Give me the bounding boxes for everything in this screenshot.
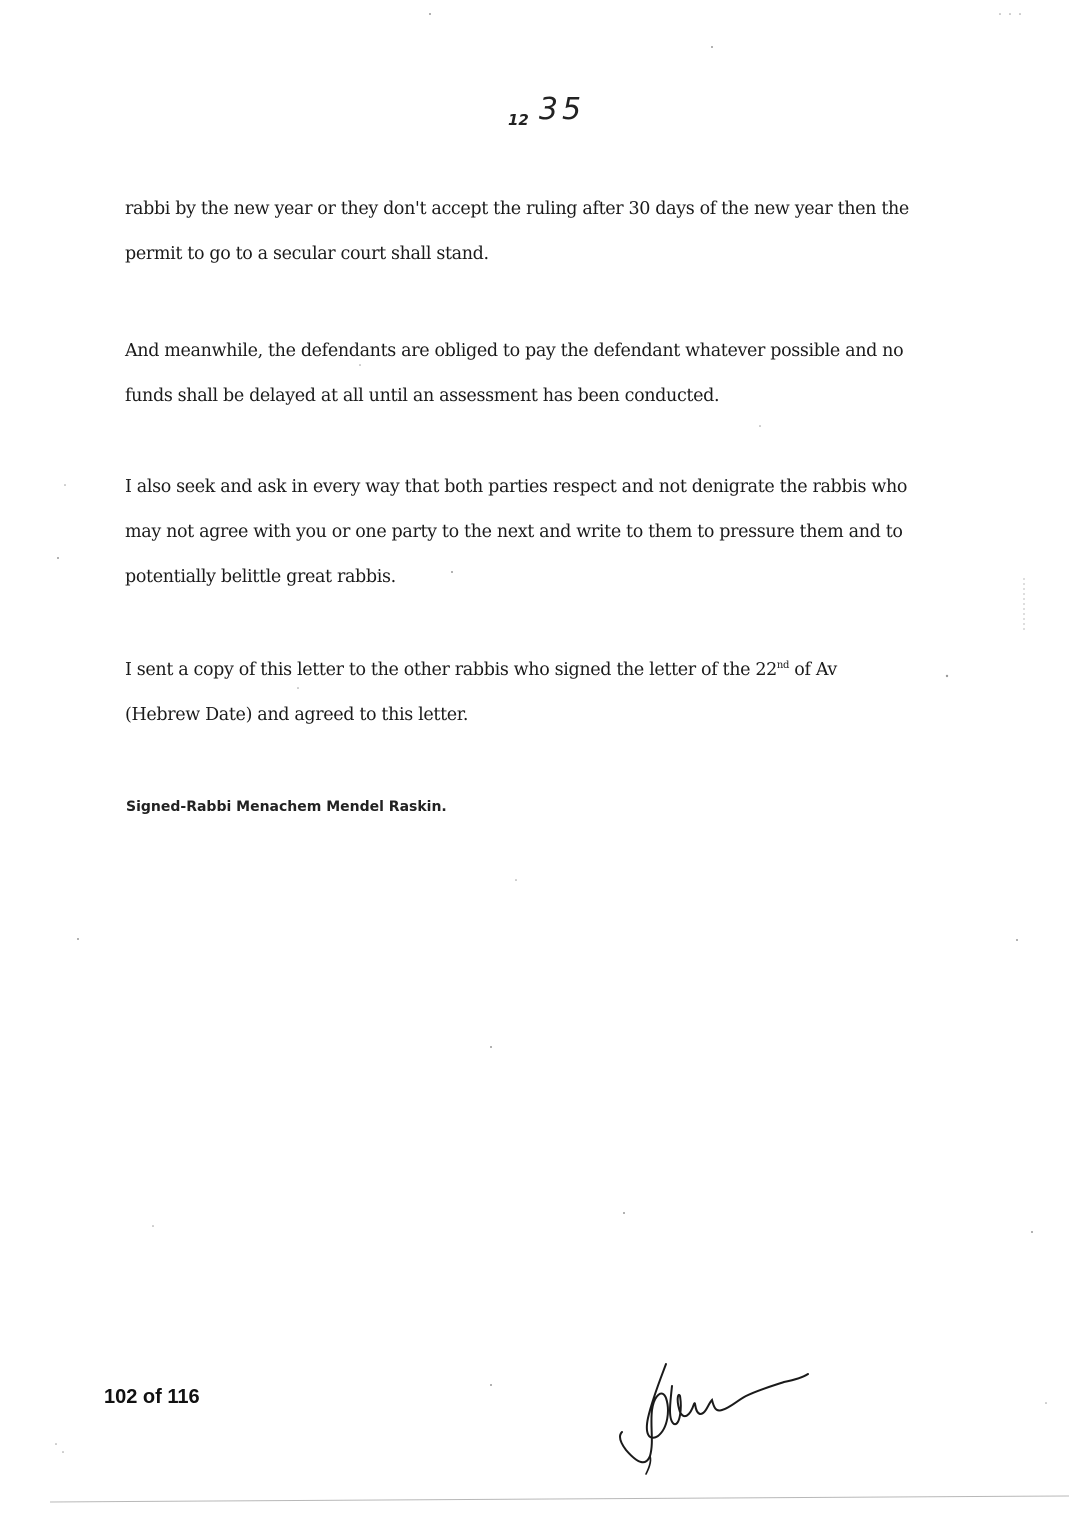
ordinal-suffix: nd xyxy=(776,660,790,672)
paragraph-line: potentially belittle great rabbis. xyxy=(125,567,396,587)
paragraph-ruling xyxy=(125,187,925,277)
paragraph-respect xyxy=(125,465,925,600)
signed-line: Signed-Rabbi Menachem Mendel Raskin. xyxy=(126,799,447,815)
paragraph-line: of Av xyxy=(789,660,837,680)
paragraph-payment xyxy=(125,329,925,419)
page-number: 102 of 116 xyxy=(104,1386,200,1408)
paragraph-line: And meanwhile, the defendants are obliged to pay the defendant whatever possible and no xyxy=(125,341,904,361)
paragraph-line: rabbi by the new year or they don't accept the ruling after 30 days of the new year then the xyxy=(125,199,909,219)
paragraph-copy-sent xyxy=(125,648,925,738)
paragraph-line: may not agree with you or one party to the next and write to them to pressure them and to xyxy=(125,522,903,542)
paragraph-line: (Hebrew Date) and agreed to this letter. xyxy=(125,705,469,725)
handwritten-page-stamp xyxy=(508,92,585,129)
paragraph-line: I sent a copy of this letter to the other rabbis who signed the letter of the 22 xyxy=(125,660,777,680)
paragraph-line: funds shall be delayed at all until an assessment has been conducted. xyxy=(125,386,720,406)
struck-out-number: 12 xyxy=(508,111,529,129)
handwritten-signature xyxy=(608,1352,818,1477)
paragraph-line: I also seek and ask in every way that both parties respect and not denigrate the rabbis who xyxy=(125,477,908,497)
paragraph-line: permit to go to a secular court shall stand. xyxy=(125,244,489,264)
handwritten-page-number: 35 xyxy=(538,92,586,127)
scan-edge-line xyxy=(0,1492,1069,1512)
